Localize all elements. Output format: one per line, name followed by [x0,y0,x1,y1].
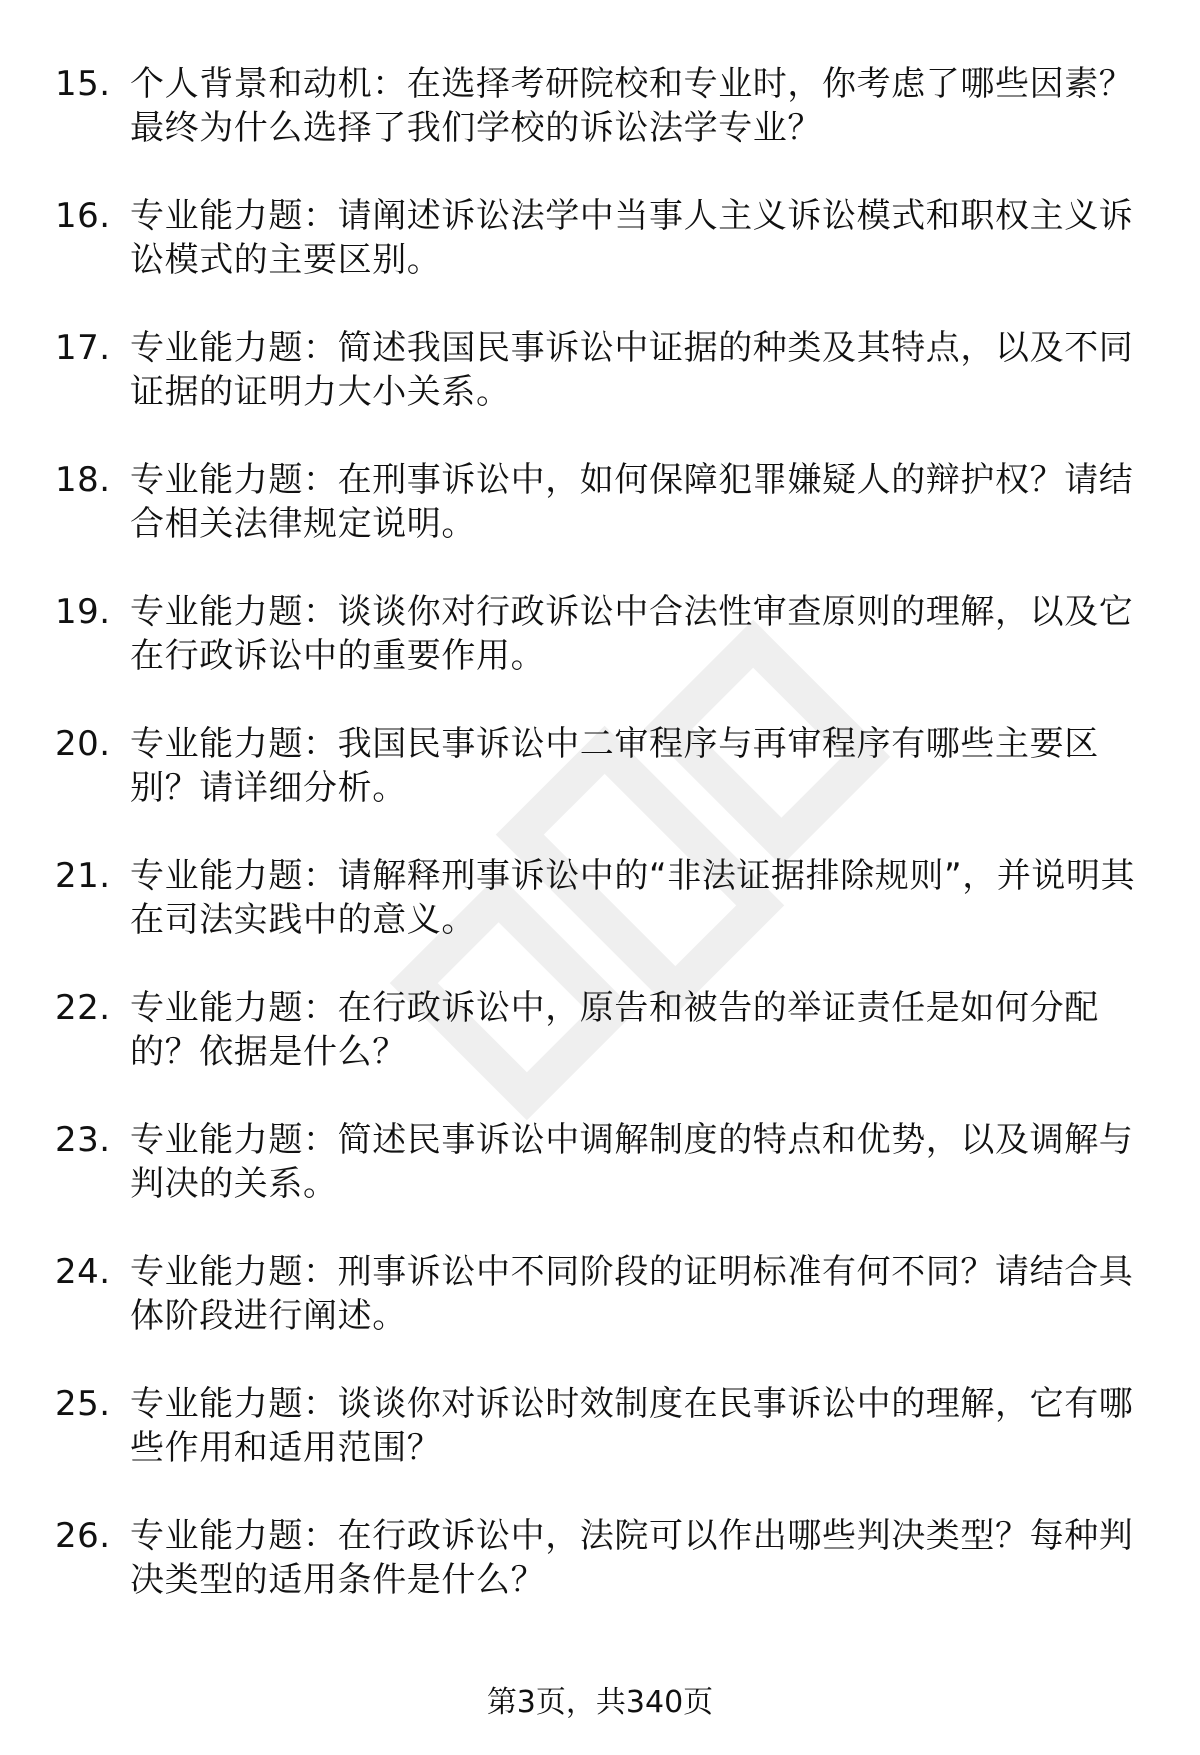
list-item [0,590,1200,722]
question-text: 个人背景和动机：在选择考研院校和专业时，你考虑了哪些因素？最终为什么选择了我们学校的诉讼法学专业？ [130,64,1134,148]
question-number: 20. [55,724,111,764]
question-number: 16. [55,196,111,236]
question-text: 专业能力题：在行政诉讼中，原告和被告的举证责任是如何分配的？依据是什么？ [130,988,1099,1072]
list-item [0,1514,1200,1646]
list-item [0,854,1200,986]
question-number: 25. [55,1384,111,1424]
question-number: 18. [55,460,111,500]
question-text: 专业能力题：简述我国民事诉讼中证据的种类及其特点，以及不同证据的证明力大小关系。 [130,328,1134,412]
page-number-footer: 第3页，共340页 [486,1685,714,1720]
list-item [0,62,1200,194]
question-text: 专业能力题：在行政诉讼中，法院可以作出哪些判决类型？每种判决类型的适用条件是什么？ [130,1516,1134,1600]
question-text: 专业能力题：谈谈你对行政诉讼中合法性审查原则的理解，以及它在行政诉讼中的重要作用。 [130,592,1134,676]
question-number: 23. [55,1120,111,1160]
list-item [0,194,1200,326]
question-text: 专业能力题：请解释刑事诉讼中的“非法证据排除规则”，并说明其在司法实践中的意义。 [130,856,1136,940]
question-text: 专业能力题：在刑事诉讼中，如何保障犯罪嫌疑人的辩护权？请结合相关法律规定说明。 [130,460,1134,544]
list-item [0,1250,1200,1382]
list-item [0,458,1200,590]
question-text: 专业能力题：谈谈你对诉讼时效制度在民事诉讼中的理解，它有哪些作用和适用范围？ [130,1384,1134,1468]
question-list [0,62,1200,1646]
question-number: 21. [55,856,111,896]
question-text: 专业能力题：刑事诉讼中不同阶段的证明标准有何不同？请结合具体阶段进行阐述。 [130,1252,1134,1336]
question-number: 15. [55,64,111,104]
list-item [0,326,1200,458]
list-item [0,722,1200,854]
question-number: 24. [55,1252,111,1292]
question-text: 专业能力题：简述民事诉讼中调解制度的特点和优势，以及调解与判决的关系。 [130,1120,1134,1204]
question-number: 22. [55,988,111,1028]
question-text: 专业能力题：我国民事诉讼中二审程序与再审程序有哪些主要区别？请详细分析。 [130,724,1099,808]
list-item [0,986,1200,1118]
question-number: 17. [55,328,111,368]
question-text: 专业能力题：请阐述诉讼法学中当事人主义诉讼模式和职权主义诉讼模式的主要区别。 [130,196,1134,280]
list-item [0,1118,1200,1250]
list-item [0,1382,1200,1514]
question-number: 19. [55,592,111,632]
question-number: 26. [55,1516,111,1556]
